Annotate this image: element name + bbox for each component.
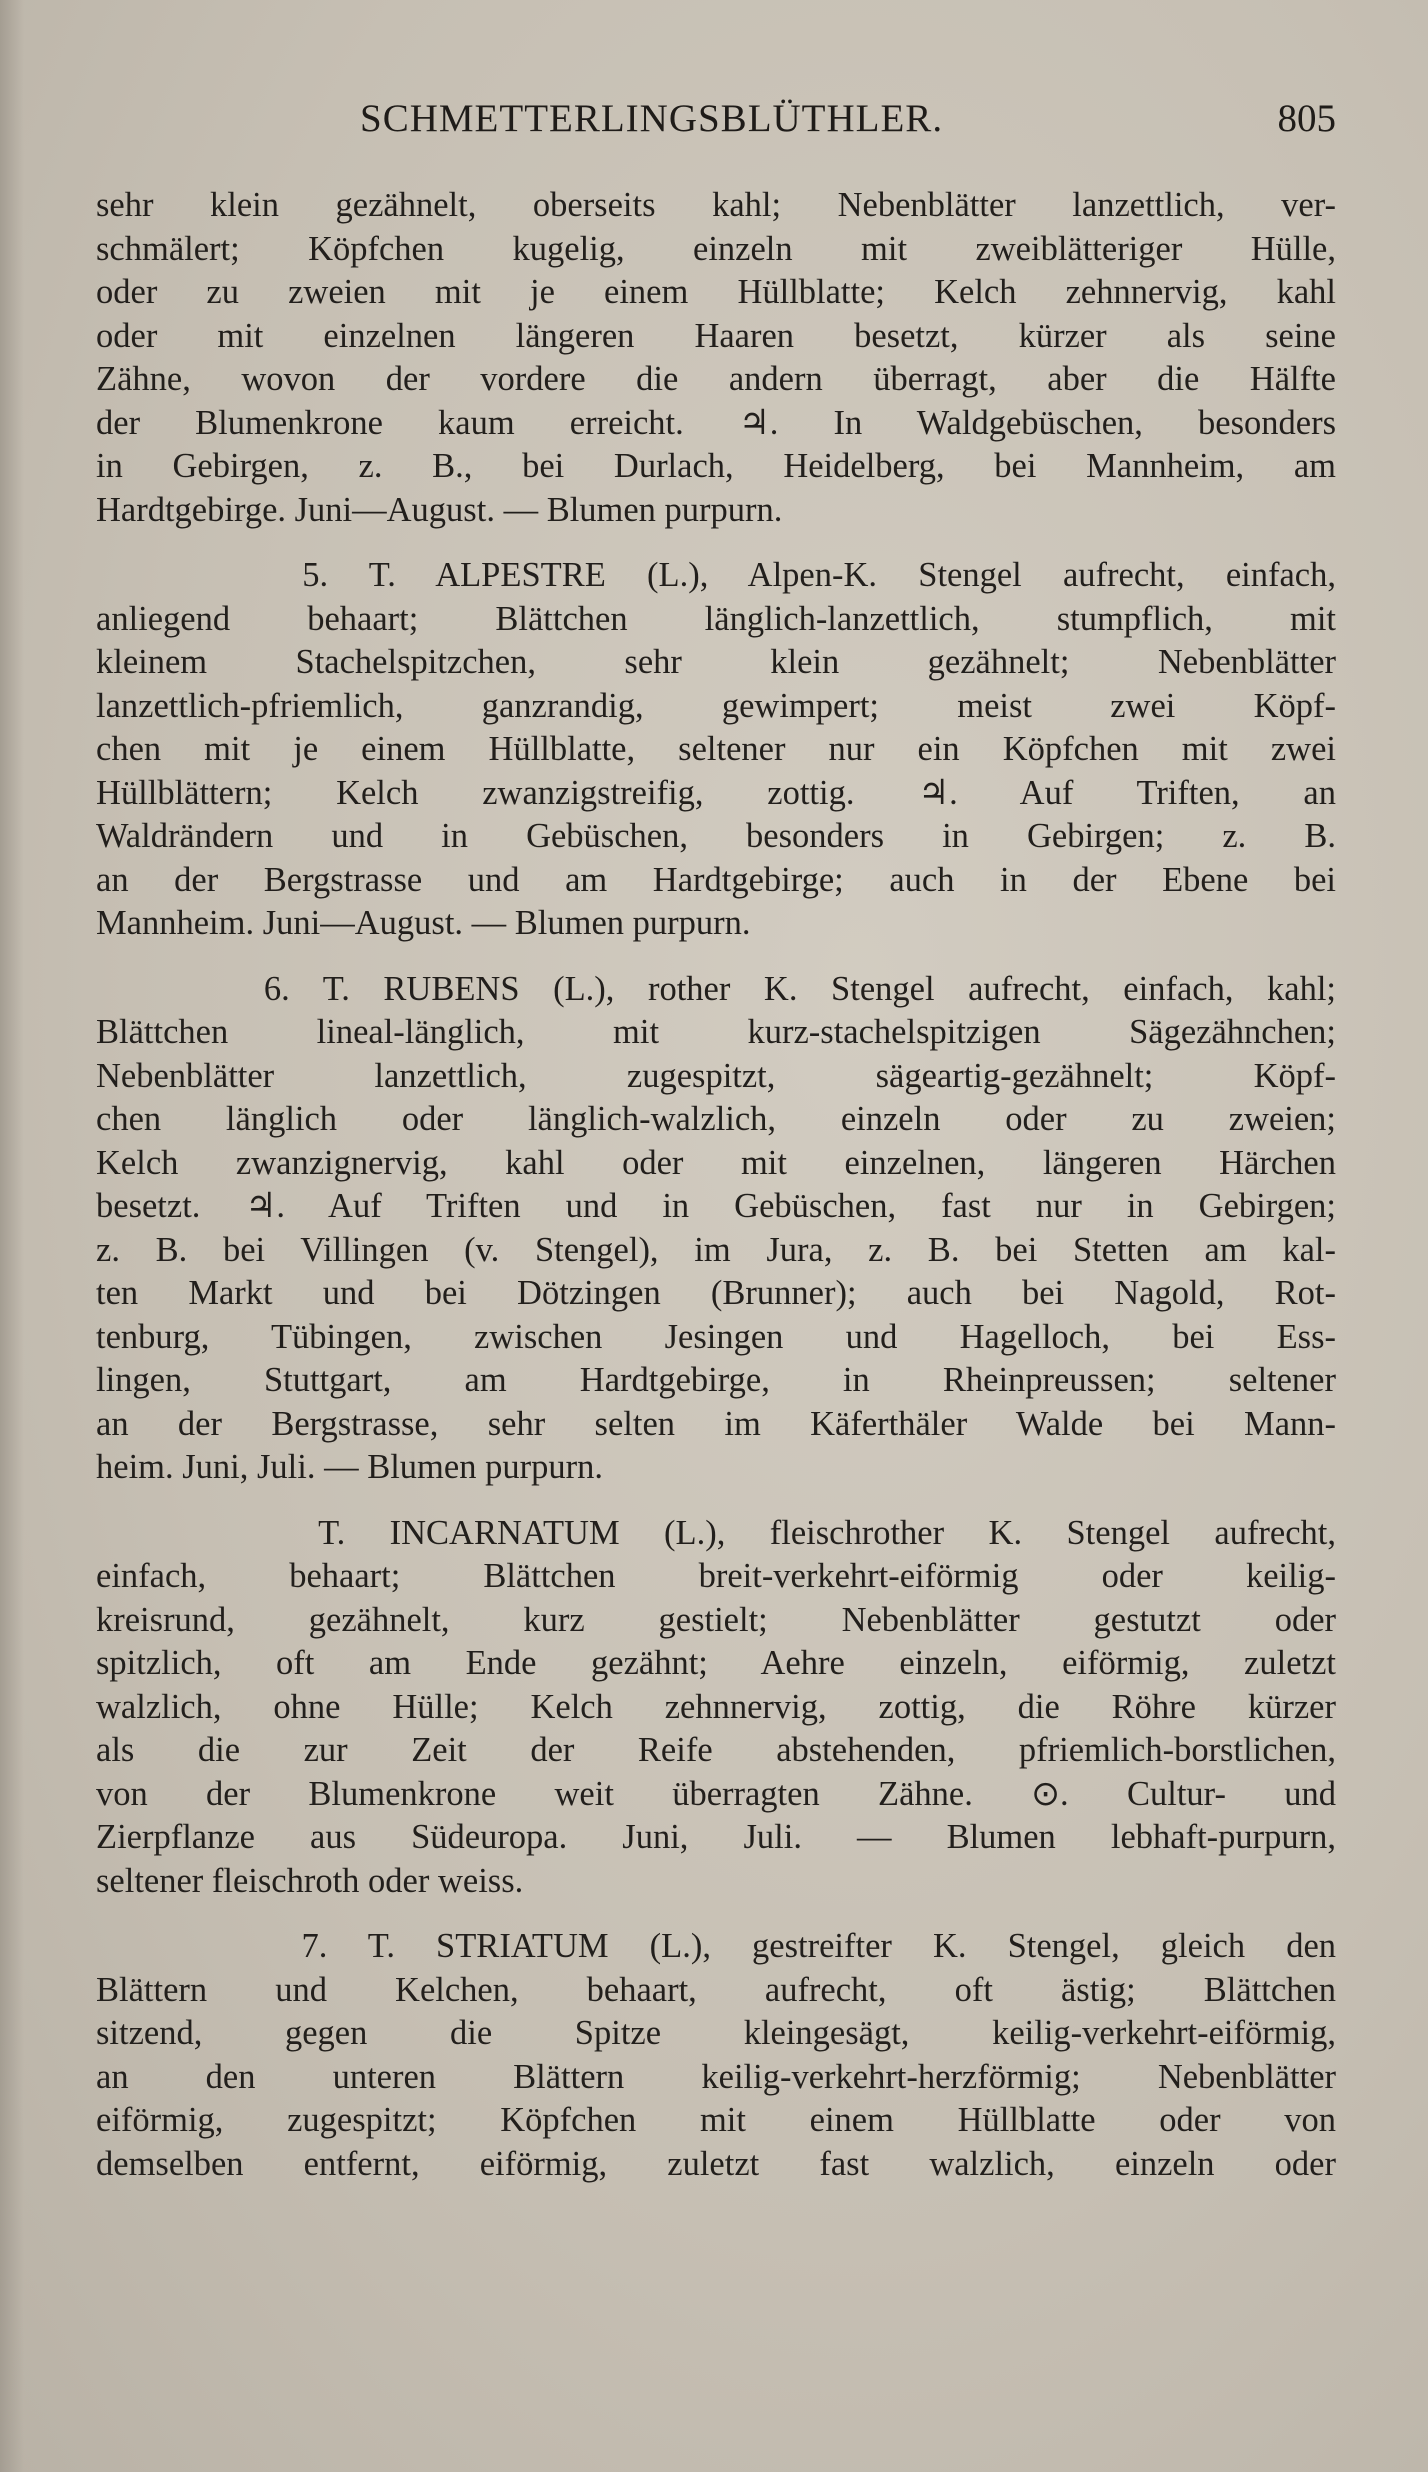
text-line: 6. T. RUBENS (L.), rother K. Stengel aufrecht, einfach, kahl; bbox=[96, 969, 1336, 1008]
text-line: T. INCARNATUM (L.), fleischrother K. Stengel aufrecht, bbox=[96, 1513, 1337, 1552]
text-line: seltener fleischroth oder weiss. bbox=[96, 1861, 524, 1900]
text-line: besetzt. ♃. Auf Triften und in Gebüschen, fast nur in Gebirgen; bbox=[96, 1187, 1336, 1225]
text-line: Waldrändern und in Gebüschen, besonders in Gebirgen; z. B. bbox=[96, 817, 1336, 855]
text-line: tenburg, Tübingen, zwischen Jesingen und Hagelloch, bei Ess- bbox=[96, 1317, 1336, 1356]
text-line: Zähne, wovon der vordere die andern überragt, aber die Hälfte bbox=[96, 360, 1336, 398]
text-line: 7. T. STRIATUM (L.), gestreifter K. Stengel, gleich den bbox=[96, 1927, 1337, 1965]
text-line: an der Bergstrasse, sehr selten im Käferthäler Walde bei Mann- bbox=[96, 1404, 1336, 1443]
text-line: Hardtgebirge. Juni—August. — Blumen purpurn. bbox=[96, 490, 783, 529]
text-line: sitzend, gegen die Spitze kleingesägt, keilig-verkehrt-eiförmig, bbox=[96, 2014, 1336, 2052]
text-line: heim. Juni, Juli. — Blumen purpurn. bbox=[96, 1448, 603, 1486]
text-line: der Blumenkrone kaum erreicht. ♃. In Waldgebüschen, besonders bbox=[96, 403, 1336, 442]
text-line: demselben entfernt, eiförmig, zuletzt fast walzlich, einzeln oder bbox=[96, 2144, 1336, 2183]
text-line: an den unteren Blättern keilig-verkehrt-herzförmig; Nebenblätter bbox=[96, 2057, 1336, 2096]
text-line: als die zur Zeit der Reife abstehenden, pfriemlich-borstlichen, bbox=[96, 1731, 1336, 1769]
paragraph-gap bbox=[96, 1903, 1336, 1925]
text-line: in Gebirgen, z. B., bei Durlach, Heidelberg, bei Mannheim, am bbox=[96, 447, 1336, 485]
text-line: sehr klein gezähnelt, oberseits kahl; Nebenblätter lanzettlich, ver- bbox=[96, 186, 1336, 224]
text-line: Zierpflanze aus Südeuropa. Juni, Juli. — Blumen lebhaft-purpurn, bbox=[96, 1818, 1336, 1856]
text-line: chen länglich oder länglich-walzlich, einzeln oder zu zweien; bbox=[96, 1100, 1336, 1138]
text-line: Hüllblättern; Kelch zwanzigstreifig, zottig. ♃. Auf Triften, an bbox=[96, 773, 1336, 812]
text-line: lanzettlich-pfriemlich, ganzrandig, gewimpert; meist zwei Köpf- bbox=[96, 686, 1336, 725]
text-line: chen mit je einem Hüllblatte, seltener nur ein Köpfchen mit zwei bbox=[96, 730, 1336, 768]
text-line: Kelch zwanzignervig, kahl oder mit einzelnen, längeren Härchen bbox=[96, 1143, 1336, 1182]
text-line: Blättern und Kelchen, behaart, aufrecht, oft ästig; Blättchen bbox=[96, 1970, 1336, 2009]
text-line: kleinem Stachelspitzchen, sehr klein gezähnelt; Nebenblätter bbox=[96, 643, 1336, 681]
text-line: Mannheim. Juni—August. — Blumen purpurn. bbox=[96, 904, 751, 942]
text-line: ten Markt und bei Dötzingen (Brunner); auch bei Nagold, Rot- bbox=[96, 1274, 1336, 1312]
text-line: spitzlich, oft am Ende gezähnt; Aehre einzeln, eiförmig, zuletzt bbox=[96, 1644, 1336, 1682]
paragraph-gap bbox=[96, 946, 1336, 968]
page-gutter-shadow bbox=[0, 0, 24, 2472]
text-line: von der Blumenkrone weit überragten Zähne. ⊙. Cultur- und bbox=[96, 1774, 1336, 1813]
paragraph-gap bbox=[96, 1490, 1336, 1512]
text-line: lingen, Stuttgart, am Hardtgebirge, in Rheinpreussen; seltener bbox=[96, 1361, 1336, 1399]
running-head: SCHMETTERLINGSBLÜTHLER. bbox=[360, 97, 944, 140]
text-line: schmälert; Köpfchen kugelig, einzeln mit zweiblätteriger Hülle, bbox=[96, 229, 1336, 268]
page-number: 805 bbox=[1277, 97, 1336, 140]
text-line: 5. T. ALPESTRE (L.), Alpen-K. Stengel aufrecht, einfach, bbox=[96, 556, 1336, 594]
text-line: oder zu zweien mit je einem Hüllblatte; Kelch zehnnervig, kahl bbox=[96, 273, 1336, 311]
paragraph-gap bbox=[96, 532, 1336, 554]
text-line: eiförmig, zugespitzt; Köpfchen mit einem Hüllblatte oder von bbox=[96, 2101, 1336, 2139]
text-line: Blättchen lineal-länglich, mit kurz-stachelspitzigen Sägezähnchen; bbox=[96, 1013, 1336, 1051]
text-line: Nebenblätter lanzettlich, zugespitzt, sägeartig-gezähnelt; Köpf- bbox=[96, 1056, 1336, 1095]
page-header bbox=[96, 96, 1336, 156]
text-line: an der Bergstrasse und am Hardtgebirge; auch in der Ebene bei bbox=[96, 860, 1336, 899]
text-line: walzlich, ohne Hülle; Kelch zehnnervig, zottig, die Röhre kürzer bbox=[96, 1687, 1336, 1726]
text-line: oder mit einzelnen längeren Haaren besetzt, kürzer als seine bbox=[96, 316, 1336, 355]
text-line: kreisrund, gezähnelt, kurz gestielt; Nebenblätter gestutzt oder bbox=[96, 1600, 1336, 1639]
text-line: anliegend behaart; Blättchen länglich-lanzettlich, stumpflich, mit bbox=[96, 599, 1336, 638]
text-line: einfach, behaart; Blättchen breit-verkehrt-eiförmig oder keilig- bbox=[96, 1557, 1336, 1595]
text-line: z. B. bei Villingen (v. Stengel), im Jura, z. B. bei Stetten am kal- bbox=[96, 1230, 1336, 1269]
body-text bbox=[96, 184, 1336, 2186]
